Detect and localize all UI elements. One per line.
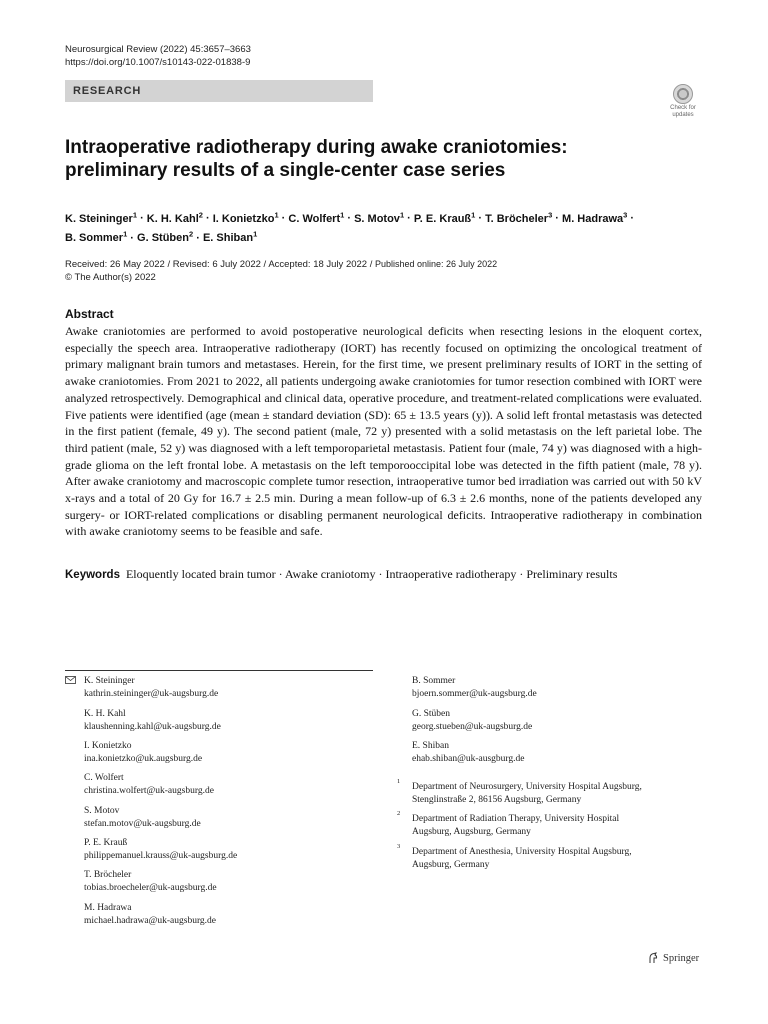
article-title: Intraoperative radiotherapy during awake craniotomies: preliminary results of a single-center case series <box>65 137 568 181</box>
affiliation-number: 3 <box>397 843 401 850</box>
contact-email[interactable]: bjoern.sommer@uk-augsburg.de <box>412 689 537 699</box>
affiliation-entry: Department of Neurosurgery, University Hospital Augsburg, Stenglinstraße 2, 86156 Augsburg, Germany <box>412 782 642 805</box>
publisher-logo <box>647 952 699 964</box>
contact-name: M. Hadrawa <box>84 903 132 913</box>
contact-email[interactable]: georg.stueben@uk-augsburg.de <box>412 722 533 732</box>
affiliation-number: 1 <box>397 778 401 785</box>
author-name[interactable]: G. Stüben$^2$ <box>137 229 194 245</box>
contact-name: S. Motov <box>84 806 120 816</box>
update-badge-icon <box>673 84 693 104</box>
publisher-name: Springer <box>663 952 700 964</box>
journal-citation <box>65 43 251 69</box>
contact-entry <box>412 740 525 766</box>
article-dates <box>65 258 665 284</box>
contact-email[interactable]: tobias.broecheler@uk-augsburg.de <box>84 883 217 893</box>
contact-name: P. E. Krauß <box>84 838 128 848</box>
author-list: K. Steininger$^1$ · K. H. Kahl$^2$ · I. Konietzko$^1$ · C. Wolfert$^1$ · S. Motov$^1$ · P. E. Krauß$^1$ · T. Bröcheler$^3$ · M. Hadrawa$^3$ · B. Sommer$^1$ · G. Stüben$^2$ · E. Shiban$^1$ <box>65 210 635 245</box>
check-for-updates-button[interactable] <box>665 84 701 122</box>
abstract-text: Awake craniotomies are performed to avoid postoperative neurological deficits when resecting lesions in the eloquent cortex, especially the speech area. Intraoperative radiotherapy (IORT) has recently focused on optimizing the oncological treatment of primary malignant brain tumors and metastases. Herein, for the first time, we present preliminary results of IORT in the setting of awake craniotomies. From 2021 to 2022, all patients undergoing awake craniotomies for tumor resection combined with IORT were analyzed retrospectively. Demographical and clinical data, operative procedure, and treatment-related complications were evaluated. Five patients were identified (age (mean ± standard deviation (SD): 65 ± 13.5 years (y)). A solid left frontal metastasis was detected in the first patient (female, 49 y). The second patient (male, 72 y) presented with a solid metastasis on the left parietal lobe. The third patient (male, 52 y) was diagnosed with a left temporoparietal metastasis. Patient four (male, 74 y) was diagnosed with a high-grade glioma on the left frontal lobe. A metastasis on the left temporooccipital lobe was detected in the fifth patient (male, 78 y). After awake craniotomy and macroscopic complete tumor resection, intraoperative tumor bed irradiation was carried out with 50 kV x-rays and a total of 20 Gy for 16.7 ± 2.5 min. During a mean follow-up of 6.3 ± 2.6 months, none of the patients developed any surgery- or IORT-related complications or disabling permanent neurological deficits. Intraoperative radiotherapy in combination with awake craniotomy seems to be feasible and safe. <box>65 324 702 539</box>
keywords-label: Keywords <box>65 569 120 581</box>
contact-email[interactable]: michael.hadrawa@uk-augsburg.de <box>84 916 217 926</box>
contact-name: B. Sommer <box>412 676 456 686</box>
author-name[interactable]: K. Steininger$^1$ <box>65 210 138 225</box>
contact-entry <box>84 772 214 798</box>
contact-email[interactable]: stefan.motov@uk-augsburg.de <box>84 819 201 829</box>
affiliation-entry: Department of Radiation Therapy, University Hospital Augsburg, Augsburg, Germany <box>412 814 620 837</box>
author-name[interactable]: E. Shiban$^1$ <box>202 229 258 245</box>
contact-entry <box>84 837 237 863</box>
section-label: RESEARCH <box>73 85 142 97</box>
journal-line: Neurosurgical Review (2022) 45:3657–3663 <box>65 44 251 55</box>
contact-email[interactable]: kathrin.steininger@uk-augsburg.de <box>84 689 219 699</box>
contact-name: I. Konietzko <box>84 741 132 751</box>
published-date: Published online: 26 July 2022 <box>375 259 498 269</box>
author-name[interactable]: P. E. Krauß$^1$ <box>413 210 476 225</box>
affiliation-number: 2 <box>397 810 401 817</box>
contact-email[interactable]: klaushenning.kahl@uk-augsburg.de <box>84 722 221 732</box>
author-name[interactable]: T. Bröcheler$^3$ <box>485 210 553 225</box>
author-name[interactable]: C. Wolfert$^1$ <box>288 210 345 225</box>
contact-email[interactable]: christina.wolfert@uk-augsburg.de <box>84 786 214 796</box>
author-name[interactable]: S. Motov$^1$ <box>354 210 405 225</box>
affiliation-entry: Department of Anesthesia, University Hospital Augsburg, Augsburg, Germany <box>412 847 632 870</box>
abstract-heading: Abstract <box>65 307 114 321</box>
history-dates: Received: 26 May 2022 / Revised: 6 July 2022 / Accepted: 18 July 2022 / <box>65 259 373 270</box>
contact-entry <box>412 675 537 701</box>
contact-name: G. Stüben <box>412 709 450 719</box>
contact-email[interactable]: ehab.shiban@uk-ausgburg.de <box>412 754 525 764</box>
contact-entry <box>412 708 532 734</box>
copyright: © The Author(s) 2022 <box>65 272 156 283</box>
contact-name: C. Wolfert <box>84 773 124 783</box>
contact-entry <box>84 902 216 928</box>
contact-entry <box>84 740 202 766</box>
keywords-list: Eloquently located brain tumor · Awake craniotomy · Intraoperative radiotherapy · Preliminary results <box>125 567 618 581</box>
springer-horse-icon <box>647 952 659 964</box>
contact-entry <box>84 708 221 734</box>
contact-name: K. H. Kahl <box>84 709 126 719</box>
contact-email[interactable]: ina.konietzko@uk.augsburg.de <box>84 754 203 764</box>
contact-name: T. Bröcheler <box>84 870 132 880</box>
section-banner <box>65 80 373 102</box>
envelope-icon <box>65 676 76 684</box>
contact-email[interactable]: philippemanuel.krauss@uk-augsburg.de <box>84 851 238 861</box>
contact-name: E. Shiban <box>412 741 449 751</box>
footnote-divider <box>65 670 373 671</box>
author-name[interactable]: M. Hadrawa$^3$ <box>562 210 628 225</box>
keywords <box>65 566 702 583</box>
contact-entry <box>84 675 218 701</box>
contact-name: K. Steininger <box>84 676 135 686</box>
contact-entry <box>84 869 217 895</box>
contact-entry <box>84 805 201 831</box>
doi-link[interactable]: https://doi.org/10.1007/s10143-022-01838-9 <box>65 57 251 68</box>
check-updates-label: Check for updates <box>670 105 696 118</box>
author-name[interactable]: I. Konietzko$^1$ <box>212 210 279 225</box>
author-name[interactable]: K. H. Kahl$^2$ <box>146 210 203 225</box>
author-name[interactable]: B. Sommer$^1$ <box>65 229 128 245</box>
